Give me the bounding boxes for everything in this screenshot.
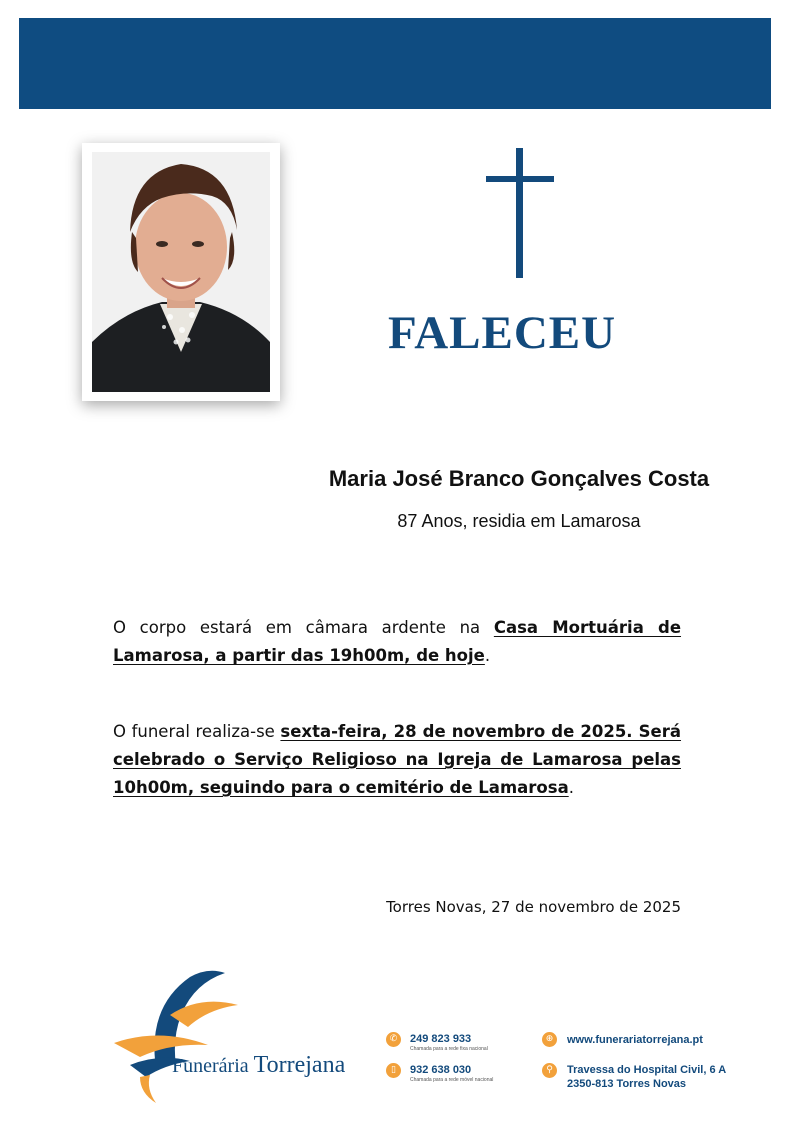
funeral-home-brand bbox=[172, 1052, 346, 1079]
phone-icon: ✆ bbox=[386, 1032, 401, 1047]
wake-suffix: . bbox=[484, 646, 491, 665]
mobile-icon: ▯ bbox=[386, 1063, 401, 1078]
funeral-paragraph bbox=[113, 718, 681, 802]
funeral-home-logo-icon bbox=[110, 965, 240, 1105]
deceased-age-residence: 87 Anos, residia em Lamarosa bbox=[397, 511, 641, 531]
phone2-note: Chamada para a rede móvel nacional bbox=[410, 1077, 494, 1083]
cross-icon bbox=[486, 148, 554, 278]
website-contact bbox=[567, 1033, 703, 1047]
address-line2: 2350-813 Torres Novas bbox=[567, 1078, 687, 1090]
brand-part2: Torrejana bbox=[253, 1052, 346, 1078]
address-line1: Travessa do Hospital Civil, 6 A bbox=[567, 1064, 727, 1076]
place-date: Torres Novas, 27 de novembro de 2025 bbox=[386, 898, 681, 916]
phone1-note: Chamada para a rede fixa nacional bbox=[410, 1046, 488, 1052]
globe-icon: ⊕ bbox=[542, 1032, 557, 1047]
deceased-name: Maria José Branco Gonçalves Costa bbox=[328, 466, 710, 491]
header-bar bbox=[19, 18, 771, 109]
website-link: www.funerariatorrejana.pt bbox=[567, 1034, 703, 1046]
location-pin-icon: ⚲ bbox=[542, 1063, 557, 1078]
portrait-photo bbox=[92, 152, 270, 392]
funeral-details: sexta-feira, 28 de novembro de 2025. Será celebrado o Serviço Religioso na Igreja de Lamarosa pelas 10h00m, seguindo para o cemitério de Lamarosa bbox=[113, 722, 682, 797]
faleceu-heading: FALECEU bbox=[388, 307, 617, 359]
phone2-contact bbox=[410, 1063, 493, 1084]
brand-part1: Funerária bbox=[172, 1055, 254, 1077]
phone2-number: 932 638 030 bbox=[410, 1064, 472, 1076]
wake-paragraph bbox=[113, 614, 681, 670]
address-contact bbox=[567, 1063, 726, 1091]
funeral-prefix: O funeral realiza-se bbox=[113, 722, 281, 741]
wake-details: Casa Mortuária de Lamarosa, a partir das 19h00m, de hoje bbox=[113, 618, 682, 665]
phone1-contact bbox=[410, 1032, 488, 1053]
wake-prefix: O corpo estará em câmara ardente na bbox=[113, 618, 494, 637]
funeral-suffix: . bbox=[568, 778, 574, 797]
portrait-frame bbox=[82, 143, 280, 401]
phone1-number: 249 823 933 bbox=[410, 1033, 472, 1045]
